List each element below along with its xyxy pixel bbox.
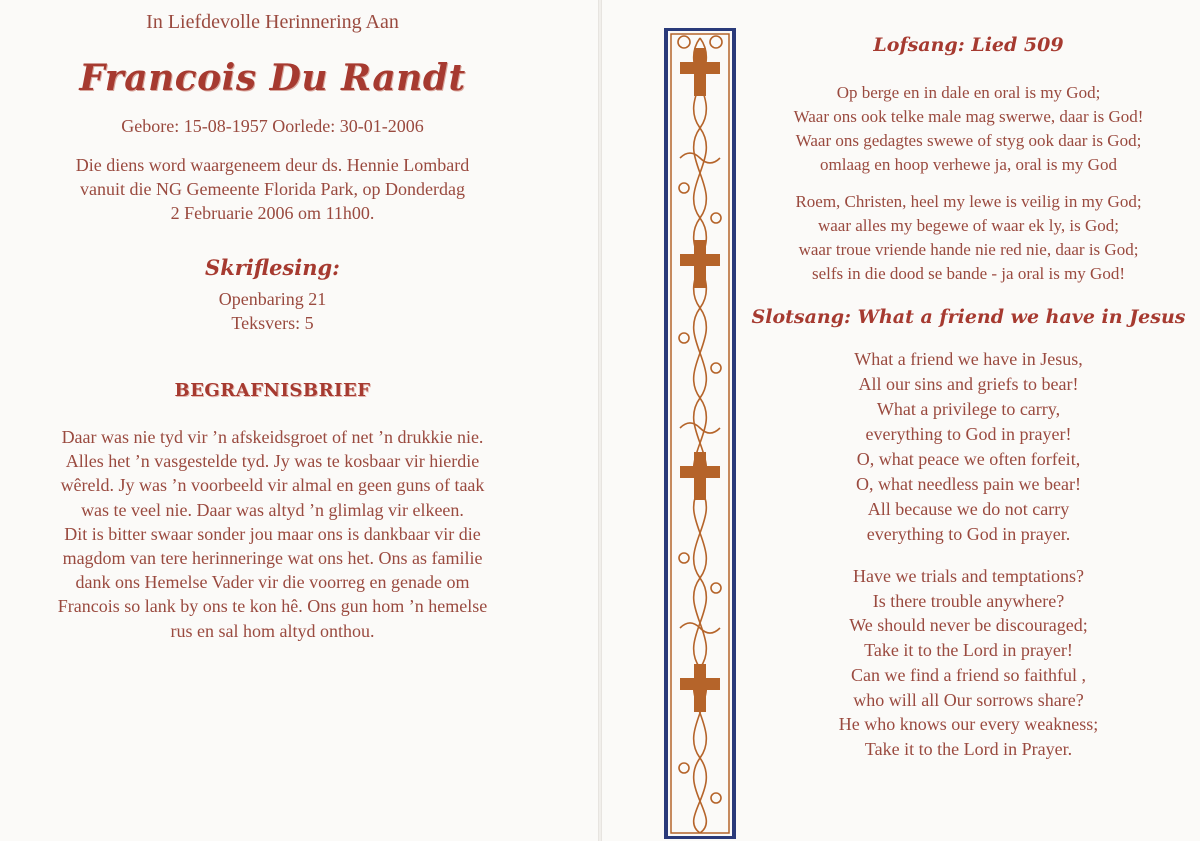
service-line: vanuit die NG Gemeente Florida Park, op Donderdag — [80, 179, 465, 199]
hymn-line: Roem, Christen, heel my lewe is veilig in my God; — [795, 192, 1142, 211]
letter-line: Francois so lank by ons te kon hê. Ons gun hom ’n hemelse — [57, 596, 488, 617]
hymn-line: Op berge en in dale en oral is my God; — [836, 83, 1101, 102]
song-line: What a friend we have in Jesus, — [854, 349, 1083, 369]
song-line: everything to God in prayer! — [865, 424, 1072, 444]
scripture-references — [0, 287, 545, 335]
hymn-heading: Lofsang: Lied 509 — [873, 34, 1064, 56]
song-line: who will all Our sorrows share? — [853, 689, 1084, 710]
hymn-verse-1 — [737, 81, 1200, 177]
letter-line: magdom van tere herinneringe wat ons het. Ons as familie — [62, 548, 483, 569]
hymn-line: Waar ons ook telke male mag swerwe, daar is God! — [793, 107, 1144, 126]
song-line: Take it to the Lord in prayer! — [864, 640, 1073, 661]
song-line: Have we trials and temptations? — [853, 566, 1084, 586]
song-line: O, what peace we often forfeit, — [856, 449, 1081, 469]
hymn-line: waar troue vriende hande nie red nie, daar is God; — [798, 240, 1139, 259]
decorative-cross-border — [664, 28, 736, 839]
scripture-line: Openbaring 21 — [218, 289, 327, 309]
letter-line: Dit is bitter swaar sonder jou maar ons is dankbaar vir die — [64, 523, 481, 544]
service-line: Die diens word waargeneem deur ds. Hennie Lombard — [75, 155, 470, 175]
song-line: All our sins and griefs to bear! — [858, 374, 1079, 394]
memorial-caption: In Liefdevolle Herinnering Aan — [146, 11, 399, 33]
song-verse-2 — [737, 564, 1200, 762]
birth-death-dates: Gebore: 15-08-1957 Oorlede: 30-01-2006 — [121, 116, 424, 136]
scripture-heading: Skriflesing: — [205, 255, 340, 280]
hymn-line: selfs in die dood se bande - ja oral is my God! — [811, 264, 1125, 283]
deceased-name: Francois Du Randt — [79, 57, 466, 99]
song-verse-1 — [737, 347, 1200, 547]
song-line: everything to God in prayer. — [866, 524, 1071, 544]
hymn-verse-2 — [737, 190, 1200, 286]
song-line: We should never be discouraged; — [849, 615, 1088, 636]
song-line: He who knows our every weakness; — [838, 714, 1099, 735]
closing-song-heading: Slotsang: What a friend we have in Jesus — [751, 306, 1186, 328]
letter-line: rus en sal hom altyd onthou. — [170, 620, 375, 641]
song-line: All because we do not carry — [867, 499, 1070, 519]
hymn-line: waar alles my begewe of waar ek ly, is God; — [817, 216, 1119, 235]
letter-line: dank ons Hemelse Vader vir die voorreg en genade om — [75, 572, 470, 593]
service-details — [0, 153, 545, 225]
letter-line: was te veel nie. Daar was altyd ’n glimlag vir elkeen. — [81, 499, 464, 520]
letter-heading: BEGRAFNISBRIEF — [174, 380, 371, 401]
letter-line: wêreld. Jy was ’n voorbeeld vir almal en geen guns of taak — [60, 475, 485, 496]
letter-line: Alles het ’n vasgestelde tyd. Jy was te kosbaar vir hierdie — [65, 451, 480, 472]
hymn-line: omlaag en hoop verhewe ja, oral is my God — [820, 155, 1117, 174]
song-line: Can we find a friend so faithful , — [851, 664, 1086, 685]
page-fold — [598, 0, 602, 841]
song-line: What a privilege to carry, — [876, 399, 1061, 419]
song-line: O, what needless pain we bear! — [856, 474, 1081, 494]
song-line: Is there trouble anywhere? — [872, 590, 1065, 611]
hymn-line: Waar ons gedagtes swewe of styg ook daar is God; — [795, 131, 1142, 150]
service-line: 2 Februarie 2006 om 11h00. — [170, 203, 375, 223]
scripture-line: Teksvers: 5 — [231, 313, 314, 333]
letter-line: Daar was nie tyd vir ’n afskeidsgroet of net ’n drukkie nie. — [61, 427, 484, 447]
funeral-letter — [0, 425, 545, 643]
song-line: Take it to the Lord in Prayer. — [864, 738, 1073, 759]
